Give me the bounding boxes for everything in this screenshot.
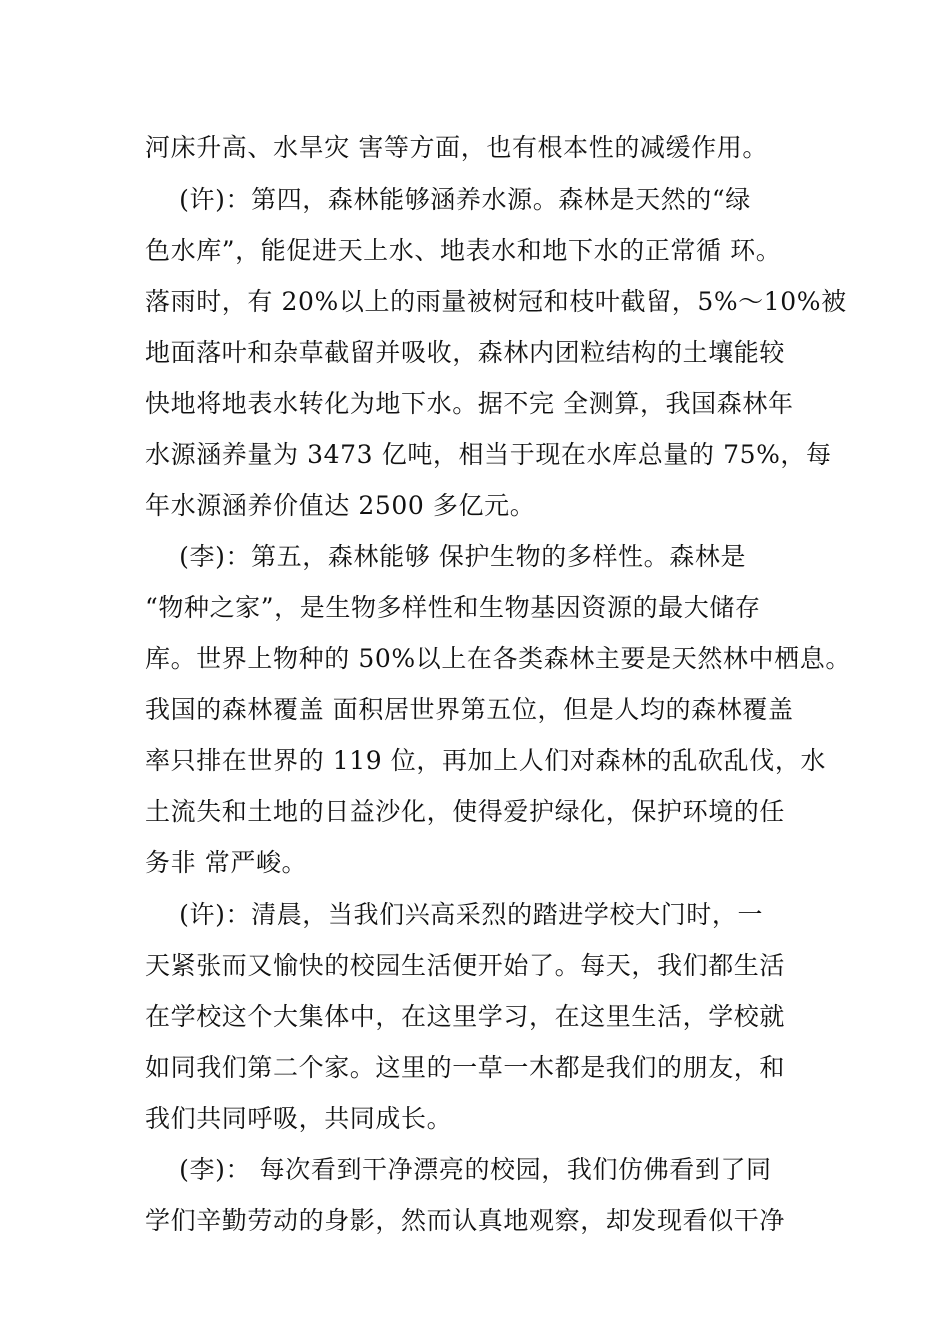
text-line: 如同我们第二个家。这里的一草一木都是我们的朋友，和 <box>145 1053 786 1082</box>
text-line: 天紧张而又愉快的校园生活便开始了。每天，我们都生活 <box>145 951 786 980</box>
text-line: 率只排在世界的 119 位，再加上人们对森林的乱砍乱伐，水 <box>145 746 827 775</box>
text-line: 土流失和土地的日益沙化，使得爱护绿化，保护环境的任 <box>145 797 786 826</box>
text-line: “物种之家”，是生物多样性和生物基因资源的最大储存 <box>145 593 761 622</box>
text-line: 色水库”，能促进天上水、地表水和地下水的正常循 环。 <box>145 236 782 265</box>
text-line: 落雨时，有 20%以上的雨量被树冠和枝叶截留，5%～10%被 <box>145 287 847 316</box>
text-line: 在学校这个大集体中，在这里学习，在这里生活，学校就 <box>145 1002 786 1031</box>
text-line: 库。世界上物种的 50%以上在各类森林主要是天然林中栖息。 <box>145 644 851 673</box>
text-line: 我们共同呼吸，共同成长。 <box>145 1104 453 1133</box>
text-line: (李)： 每次看到干净漂亮的校园，我们仿佛看到了同 <box>145 1155 772 1184</box>
text-line: (许)：第四，森林能够涵养水源。森林是天然的“绿 <box>145 185 751 214</box>
text-line: 快地将地表水转化为地下水。据不完 全测算，我国森林年 <box>145 389 794 418</box>
text-line: (李)：第五，森林能够 保护生物的多样性。森林是 <box>145 542 747 571</box>
text-line: 年水源涵养价值达 2500 多亿元。 <box>145 491 536 520</box>
text-line: 河床升高、水旱灾 害等方面，也有根本性的减缓作用。 <box>145 133 768 162</box>
text-line: 水源涵养量为 3473 亿吨，相当于现在水库总量的 75%，每 <box>145 440 832 469</box>
text-line: 学们辛勤劳动的身影，然而认真地观察，却发现看似干净 <box>145 1206 786 1235</box>
text-line: 务非 常严峻。 <box>145 848 308 877</box>
text-line: 地面落叶和杂草截留并吸收，森林内团粒结构的土壤能较 <box>145 338 786 367</box>
text-line: (许)：清晨，当我们兴高采烈的踏进学校大门时，一 <box>145 900 764 929</box>
text-line: 我国的森林覆盖 面积居世界第五位，但是人均的森林覆盖 <box>145 695 794 724</box>
